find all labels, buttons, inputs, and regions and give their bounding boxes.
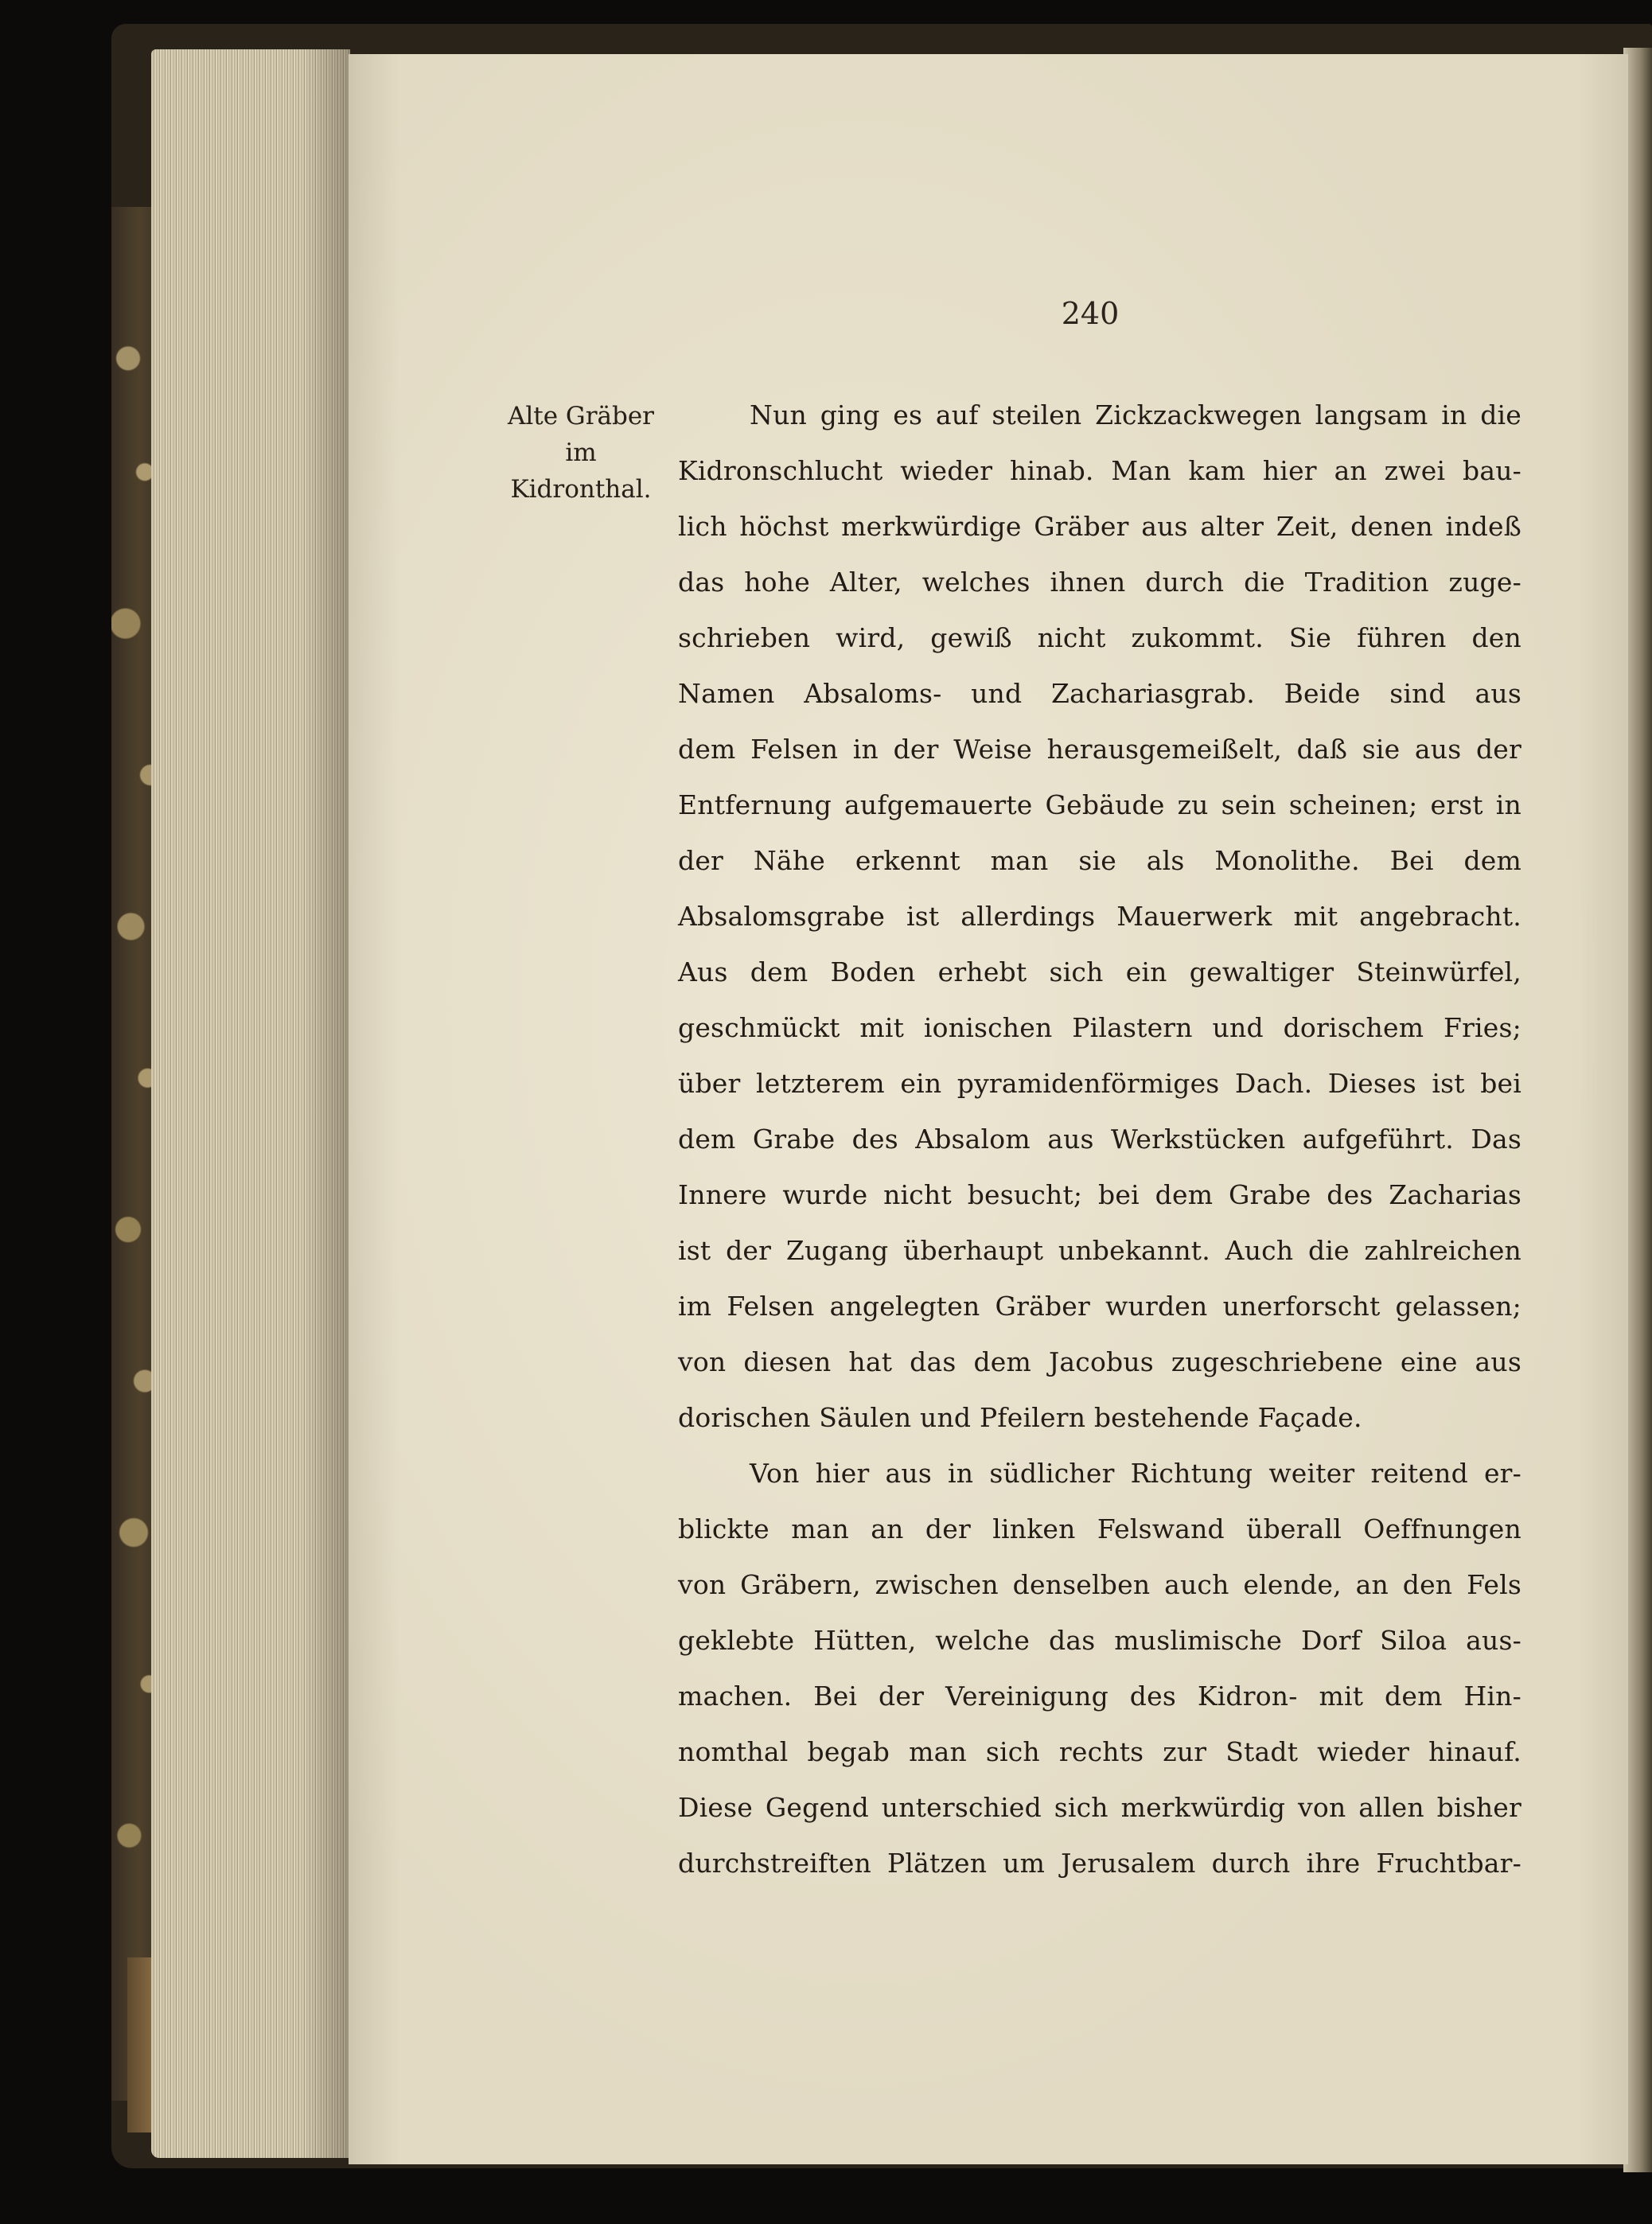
page-gutter-shadow xyxy=(302,49,350,2158)
text-line: Aus dem Boden erhebt sich ein gewaltiger Steinwürfel, xyxy=(678,956,1521,987)
text-line: dem Grabe des Absalom aus Werkstücken aufgeführt. Das xyxy=(678,1124,1521,1155)
text-line: Von hier aus in südlicher Richtung weiter reitend er- xyxy=(750,1458,1521,1489)
text-line: von diesen hat das dem Jacobus zugeschriebene eine aus xyxy=(678,1346,1521,1377)
text-line: dem Felsen in der Weise herausgemeißelt, daß sie aus der xyxy=(678,734,1521,765)
text-line: geschmückt mit ionischen Pilastern und dorischem Fries; xyxy=(678,1012,1521,1043)
text-line: im Felsen angelegten Gräber wurden unerforscht gelassen; xyxy=(678,1291,1521,1322)
margin-note-line: Kidronthal. xyxy=(510,475,652,504)
text-line: blickte man an der linken Felswand überall Oeffnungen xyxy=(678,1513,1521,1544)
text-line: Innere wurde nicht besucht; bei dem Grabe des Zacharias xyxy=(678,1179,1521,1210)
text-line: lich höchst merkwürdige Gräber aus alter Zeit, denen indeß xyxy=(678,511,1521,542)
margin-note-line: im xyxy=(565,438,597,467)
text-line: der Nähe erkennt man sie als Monolithe. Bei dem xyxy=(678,845,1521,876)
text-line: über letzterem ein pyramidenförmiges Dach. Dieses ist bei xyxy=(678,1068,1521,1099)
text-line: nomthal begab man sich rechts zur Stadt wieder hinauf. xyxy=(678,1736,1521,1767)
text-line: Nun ging es auf steilen Zickzackwegen langsam in die xyxy=(750,399,1521,430)
paragraph-2 xyxy=(678,1446,1521,1891)
text-line: Entfernung aufgemauerte Gebäude zu sein scheinen; erst in xyxy=(678,789,1521,820)
text-line: das hohe Alter, welches ihnen durch die Tradition zuge- xyxy=(678,567,1521,598)
paragraph-1 xyxy=(678,388,1521,1446)
margin-note xyxy=(493,398,668,508)
text-line: Kidronschlucht wieder hinab. Man kam hier an zwei bau- xyxy=(678,455,1521,486)
body-text xyxy=(678,388,1521,1891)
text-line: machen. Bei der Vereinigung des Kidron- mit dem Hin- xyxy=(678,1681,1521,1712)
text-line: Diese Gegend unterschied sich merkwürdig von allen bisher xyxy=(678,1792,1521,1823)
text-line: ist der Zugang überhaupt unbekannt. Auch die zahlreichen xyxy=(678,1235,1521,1266)
text-line: Namen Absaloms- und Zachariasgrab. Beide sind aus xyxy=(678,678,1521,709)
margin-note-line: Alte Gräber xyxy=(507,402,655,430)
text-line: schrieben wird, gewiß nicht zukommt. Sie führen den xyxy=(678,622,1521,653)
page-number: 240 xyxy=(1061,296,1120,331)
text-line: dorischen Säulen und Pfeilern bestehende Façade. xyxy=(678,1402,1362,1433)
text-line: geklebte Hütten, welche das muslimische Dorf Siloa aus- xyxy=(678,1625,1521,1656)
text-line: durchstreiften Plätzen um Jerusalem durch ihre Fruchtbar- xyxy=(678,1848,1521,1879)
text-line: Absalomsgrabe ist allerdings Mauerwerk mit angebracht. xyxy=(678,901,1521,932)
text-line: von Gräbern, zwischen denselben auch elende, an den Fels xyxy=(678,1569,1521,1600)
